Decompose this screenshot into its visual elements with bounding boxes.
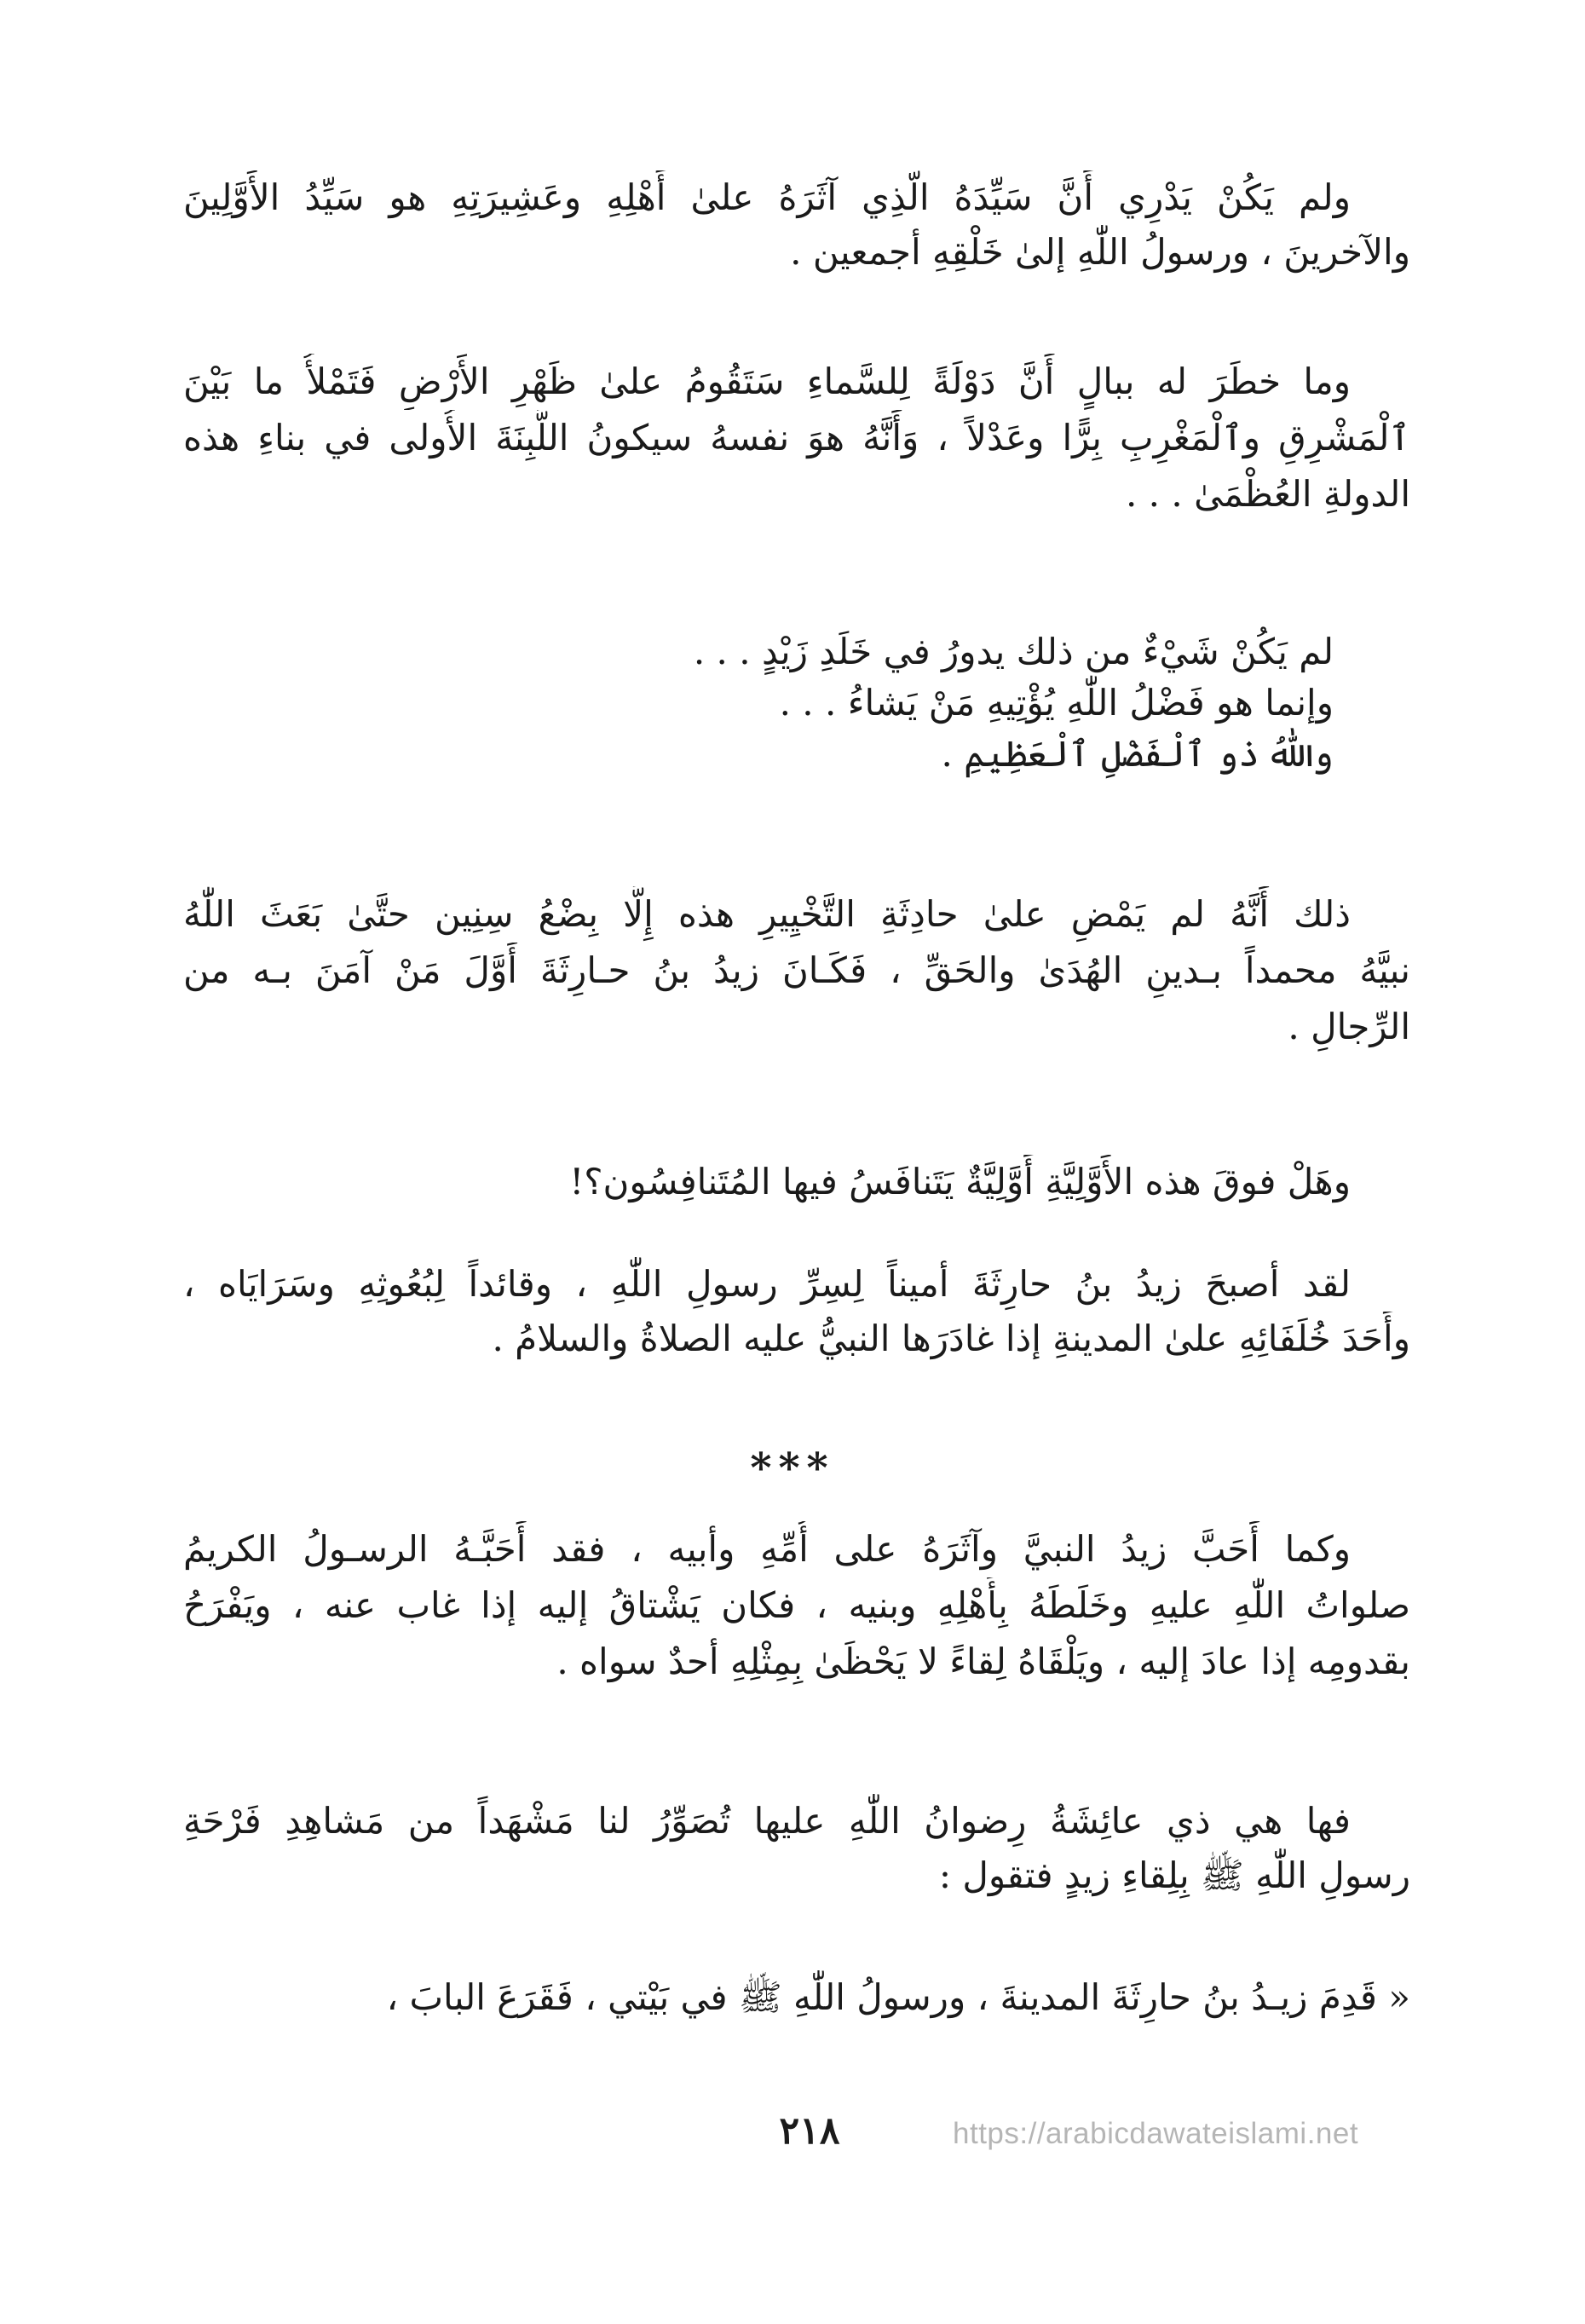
text-line: وهَلْ فوقَ هذه الأَوَّلِيَّةِ أَوَّلِيَّةٌ يَتَنافَسُ فيها المُتَنافِسُون؟! bbox=[569, 1161, 1351, 1202]
paragraph-5 bbox=[183, 1257, 1410, 1366]
text-line: ولم يَكُنْ يَدْرِي أَنَّ سَيِّدَهُ الَّذِي آثَرَهُ علىٰ أَهْلِهِ وعَشِيرَتِهِ هو سَيِّدُ الأَوَّلِينَ bbox=[183, 176, 1351, 218]
paragraph-2 bbox=[183, 354, 1410, 522]
text-line: بقدومِه إذا عادَ إليه ، ويَلْقَاهُ لِقاءً لا يَحْظَىٰ بِمِثْلِهِ أحدٌ سواه . bbox=[556, 1641, 1410, 1682]
paragraph-8 bbox=[183, 1970, 1410, 2025]
paragraph-6 bbox=[183, 1521, 1410, 1690]
watermark-url: https://arabicdawateislami.net bbox=[953, 2117, 1359, 2150]
text-line: « قَدِمَ زيـدُ بنُ حارِثَةَ المدينةَ ، ورسولُ اللّٰهِ ﷺ في بَيْتي ، فَقَرَعَ البابَ ، bbox=[386, 1976, 1410, 2018]
text-line: نبيَّهُ محمداً بـدينِ الهُدَىٰ والحَقِّ ، فَكَـانَ زيدُ بنُ حـارِثَةَ أَوَّلَ مَنْ آمَنَ بـه من bbox=[183, 949, 1410, 991]
text-line: لقد أصبحَ زيدُ بنُ حارِثَةَ أميناً لِسِرِّ رسولِ اللّٰهِ ، وقائداً لِبُعُوثِهِ وسَرَايَاه ، bbox=[183, 1263, 1351, 1305]
text-line: ذلك أَنَّهُ لم يَمْضِ علىٰ حادِثَةِ التَّخْيِيرِ هذه إِلَّا بِضْعُ سِنِين حتَّىٰ بَعَثَ اللّٰهُ bbox=[183, 893, 1351, 935]
text-line: وإنما هو فَضْلُ اللّٰهِ يُؤْتِيهِ مَنْ يَشاءُ . . . bbox=[779, 682, 1334, 724]
paragraph-7 bbox=[183, 1794, 1410, 1903]
text-line: وما خطَرَ له ببالٍ أَنَّ دَوْلَةً لِلسَّماءِ سَتَقُومُ علىٰ ظَهْرِ الأَرْضِ فَتَمْلأُ ما بَيْنَ bbox=[183, 360, 1351, 402]
text-line: رسولِ اللّٰهِ ﷺ بِلِقاءِ زيدٍ فتقول : bbox=[938, 1854, 1410, 1896]
text-line: الدولةِ العُظْمَىٰ . . . bbox=[1125, 473, 1410, 515]
text-line: الرِّجالِ . bbox=[1288, 1006, 1410, 1047]
section-separator: *** bbox=[750, 1445, 835, 1492]
text-line: وأَحَدَ خُلَفَائِهِ علىٰ المدينةِ إذا غادَرَها النبيُّ عليه الصلاةُ والسلامُ . bbox=[492, 1318, 1410, 1359]
emphasis-lines bbox=[183, 626, 1334, 780]
paragraph-3 bbox=[183, 886, 1410, 1055]
text-line: لم يَكُنْ شَيْءٌ من ذلك يدورُ في خَلَدِ زَيْدٍ . . . bbox=[693, 631, 1334, 672]
text-line: والآخرينَ ، ورسولُ اللّٰهِ إلىٰ خَلْقِهِ أجمعين . bbox=[790, 231, 1410, 273]
text-line: ٱلْمَشْرِقِ وٱلْمَغْرِبِ بِرًّا وعَدْلاً ، وَأَنَّهُ هوَ نفسهُ سيكونُ اللَّبِنَةَ الأُولى في بناءِ هذه bbox=[183, 417, 1410, 458]
text-line: صلواتُ اللّٰهِ عليهِ وخَلَطَهُ بِأَهْلِهِ وبنيه ، فكان يَشْتاقُ إليه إذا غاب عنه ، ويَفْرَحُ bbox=[183, 1584, 1410, 1626]
text-line: وكما أَحَبَّ زيدُ النبيَّ وآثَرَهُ على أُمِّهِ وأبيه ، فقد أَحَبَّـهُ الرسـولُ الكريمُ bbox=[183, 1528, 1351, 1570]
paragraph-4 bbox=[183, 1155, 1410, 1209]
page-number: ٢١٨ bbox=[779, 2109, 840, 2153]
text-line: فها هي ذي عائِشَةُ رِضوانُ اللّٰهِ عليها تُصَوِّرُ لنا مَشْهَداً من مَشاهِدِ فَرْحَةِ bbox=[183, 1800, 1351, 1842]
text-line: واللّٰهُ ذو ٱلْفَضْلِ ٱلْعَظِيمِ . bbox=[941, 733, 1334, 775]
paragraph-1 bbox=[183, 170, 1410, 280]
